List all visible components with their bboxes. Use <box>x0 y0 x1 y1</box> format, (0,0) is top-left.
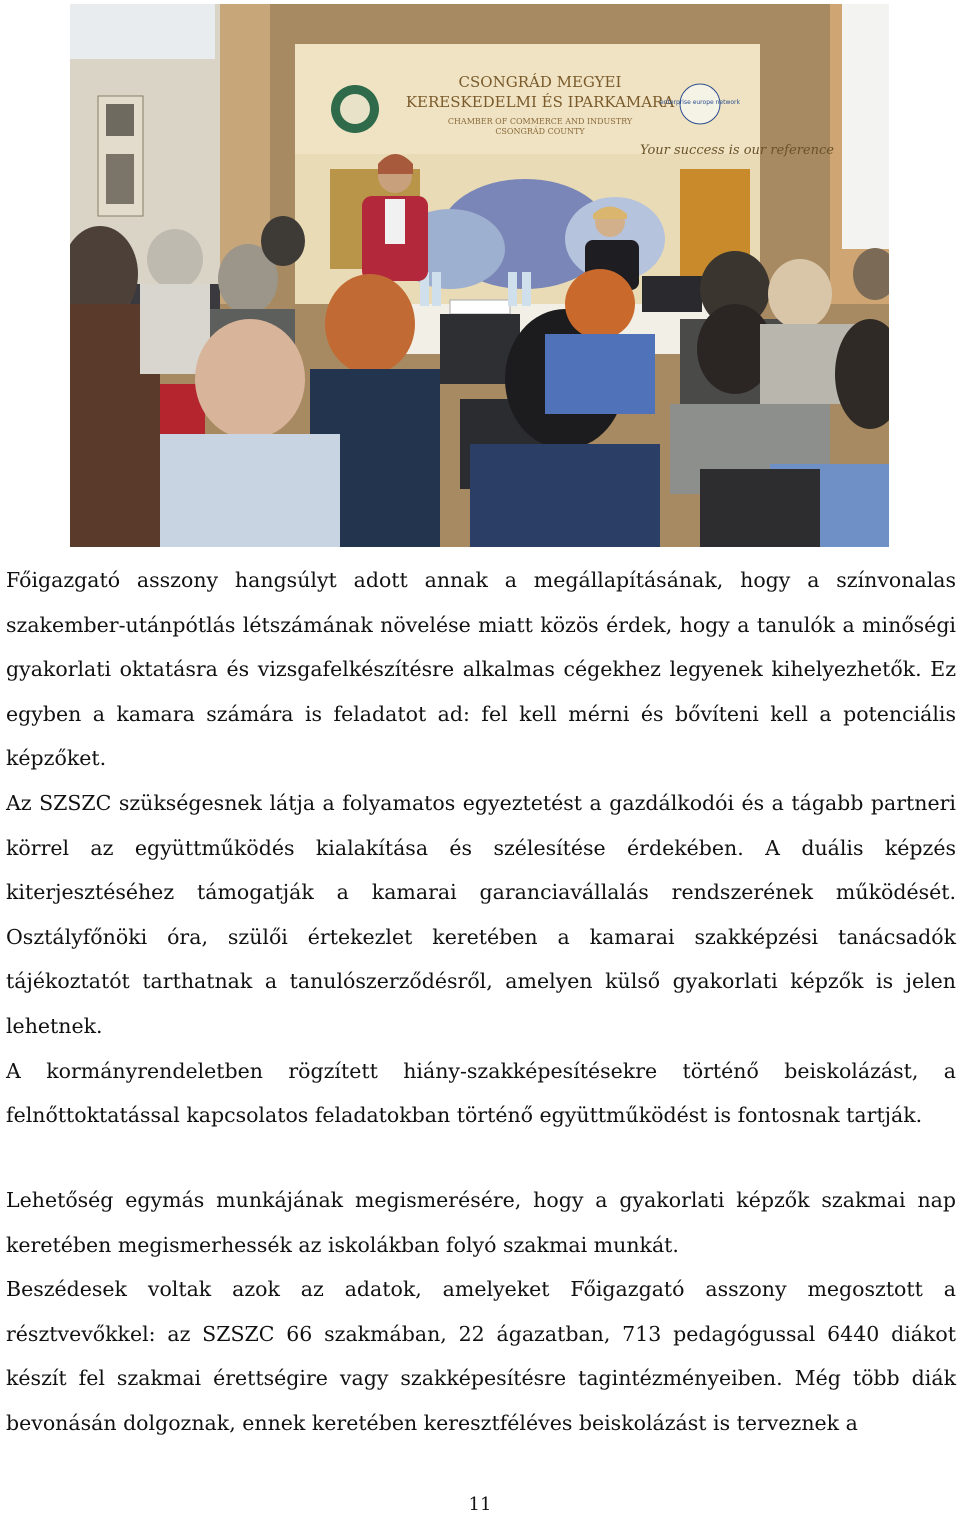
paragraph: Főigazgató asszony hangsúlyt adott annak a megállapításának, hogy a színvonalas szakember-utánpótlás létszámának növelése miatt közös érdek, hogy a tanulók a minőségi gyakorlati oktatásra és vizsgafelkészítésre alkalmas cégekhez legyenek kihelyezhetők. Ez egyben a kamara számára is feladatot ad: fel kell mérni és bővíteni kell a potenciális képzőket. <box>6 568 956 771</box>
conference-photo <box>70 4 889 547</box>
banner-sub-1: CHAMBER OF COMMERCE AND INDUSTRY <box>447 117 633 126</box>
paragraph: A kormányrendeletben rögzített hiány-szakképesítésekre történő beiskolázást, a felnőttoktatással kapcsolatos feladatokban történő együttműködést is fontosnak tartják. <box>6 1058 956 1128</box>
paragraph: Lehetőség egymás munkájának megismerésére, hogy a gyakorlati képzők szakmai nap keretében megismerhessék az iskolákban folyó szakmai munkát. <box>6 1188 956 1257</box>
banner-sub-2: CSONGRÁD COUNTY <box>495 127 585 136</box>
een-label: enterprise europe network <box>660 99 740 106</box>
body-text-block-2 <box>6 1178 956 1446</box>
banner-title-2: KERESKEDELMI ÉS IPARKAMARA <box>405 93 675 111</box>
page-number: 11 <box>468 1494 492 1515</box>
paragraph: Az SZSZC szükségesnek látja a folyamatos egyeztetést a gazdálkodói és a tágabb partneri körrel az együttműködés kialakítása és szélesítése érdekében. A duális képzés kiterjesztéséhez támogatják a kamarai garanciavállalás rendszerének működését. Osztályfőnöki óra, szülői értekezlet keretében a kamarai szakképzési tanácsadók tájékoztatót tarthatnak a tanulószerződésről, amelyen külső gyakorlati képzők is jelen lehetnek. <box>6 790 956 1038</box>
banner-title-1: CSONGRÁD MEGYEI <box>458 73 622 91</box>
body-text-block-1 <box>6 558 956 1138</box>
paragraph: Beszédesek voltak azok az adatok, amelyeket Főigazgató asszony megosztott a résztvevőkkel: az SZSZC 66 szakmában, 22 ágazatban, 713 pedagógussal 6440 diákot készít fel szakmai érettségire vagy szakképesítésre tagintézményeiben. Még több diák bevonásán dolgoznak, ennek keretében keresztféléves beiskolázást is terveznek a <box>6 1277 956 1435</box>
banner-slogan: Your success is our reference <box>640 143 834 158</box>
